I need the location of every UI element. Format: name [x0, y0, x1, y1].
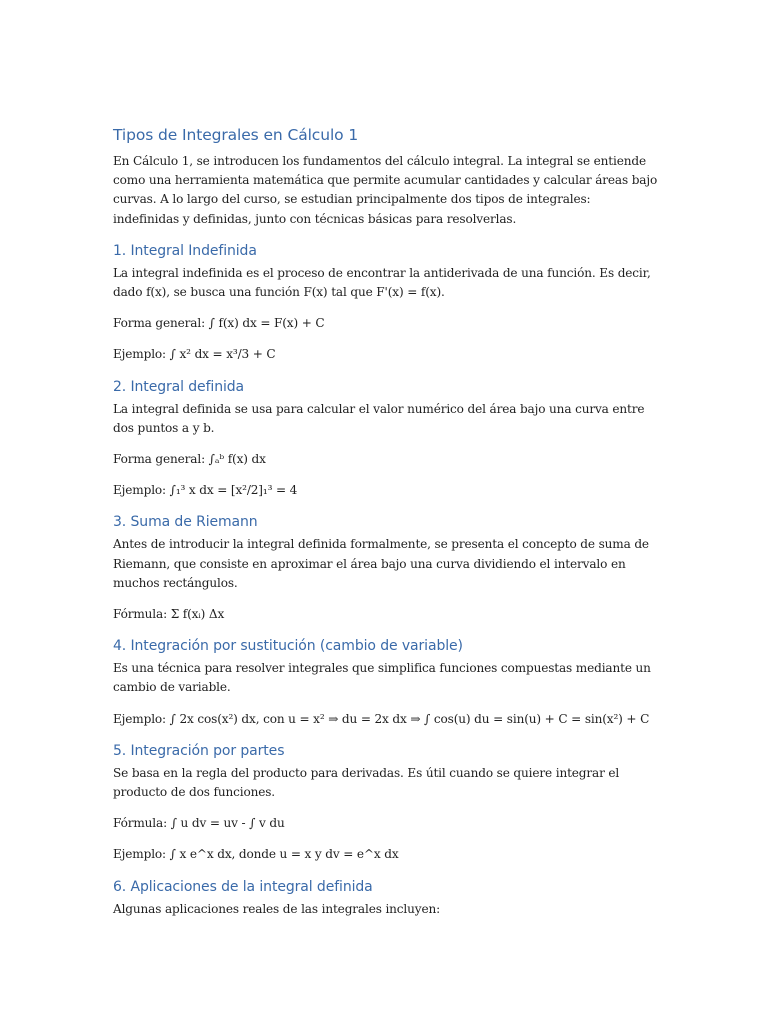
example-paragraph: Ejemplo: ∫ x² dx = x³/3 + C — [113, 347, 276, 362]
document-title: Tipos de Integrales en Cálculo 1 — [113, 126, 359, 144]
section-paragraph: La integral definida se usa para calcular el valor numérico del área bajo una curva entre dos puntos a y b. — [113, 401, 645, 435]
section-sustitucion — [113, 636, 658, 729]
intro-paragraph: En Cálculo 1, se introducen los fundamentos del cálculo integral. La integral se entiende como una herramienta matemática que permite acumular cantidades y calcular áreas bajo curvas. A lo largo del curso, se estudian principalmente dos tipos de integrales: indefinidas y definidas, junto con técnicas básicas para resolverlas. — [113, 154, 658, 226]
section-heading: 4. Integración por sustitución (cambio de variable) — [113, 638, 463, 655]
example-paragraph: Ejemplo: ∫ x e^x dx, donde u = x y dv = e^x dx — [113, 847, 399, 862]
section-paragraph: Algunas aplicaciones reales de las integrales incluyen: — [113, 901, 441, 916]
section-paragraph: Es una técnica para resolver integrales que simplifica funciones compuestas mediante un cambio de variable. — [113, 661, 651, 695]
section-por-partes — [113, 741, 658, 865]
example-paragraph: Ejemplo: ∫₁³ x dx = [x²/2]₁³ = 4 — [113, 483, 298, 498]
section-suma-riemann — [113, 512, 658, 624]
section-heading: 3. Suma de Riemann — [113, 514, 258, 531]
formula-paragraph: Forma general: ∫ₐᵇ f(x) dx — [113, 452, 266, 467]
section-heading: 2. Integral definida — [113, 378, 245, 395]
formula-paragraph: Forma general: ∫ f(x) dx = F(x) + C — [113, 316, 325, 331]
section-heading: 6. Aplicaciones de la integral definida — [113, 878, 373, 895]
section-paragraph: La integral indefinida es el proceso de encontrar la antiderivada de una función. Es decir, dado f(x), se busca una función F(x) tal que F'(x) = f(x). — [113, 265, 651, 300]
document-page — [113, 124, 658, 931]
example-paragraph: Ejemplo: ∫ 2x cos(x²) dx, con u = x² ⇒ du = 2x dx ⇒ ∫ cos(u) du = sin(u) + C = sin(x²) + C — [113, 711, 650, 726]
formula-paragraph: Fórmula: ∫ u dv = uv - ∫ v du — [113, 816, 285, 831]
section-paragraph: Se basa en la regla del producto para derivadas. Es útil cuando se quiere integrar el producto de dos funciones. — [113, 765, 620, 800]
formula-paragraph: Fórmula: Σ f(xᵢ) Δx — [113, 607, 225, 622]
section-integral-indefinida — [113, 241, 658, 365]
section-heading: 1. Integral Indefinida — [113, 242, 257, 259]
section-heading: 5. Integración por partes — [113, 742, 285, 759]
section-aplicaciones — [113, 877, 658, 919]
section-paragraph: Antes de introducir la integral definida formalmente, se presenta el concepto de suma de Riemann, que consiste en aproximar el área bajo una curva dividiendo el intervalo en muchos rectángulos. — [113, 537, 649, 590]
section-integral-definida — [113, 377, 658, 501]
